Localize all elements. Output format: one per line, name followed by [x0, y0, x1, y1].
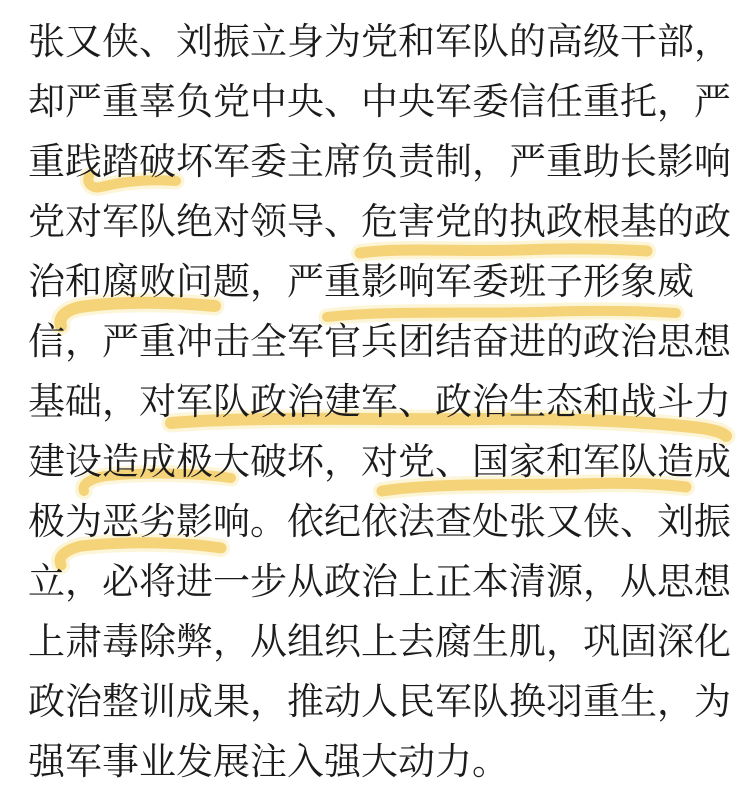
text-line: 却严重辜负党中央、中央军委信任重托，严 — [28, 81, 731, 122]
text-line: 强军事业发展注入强大动力。 — [28, 741, 509, 782]
text-line: 党对军队绝对领导、危害党的执政根基的政 — [28, 201, 731, 242]
text-line: 重践踏破坏军委主席负责制，严重助长影响 — [28, 141, 731, 182]
text-line: 立，必将进一步从政治上正本清源，从思想 — [28, 561, 731, 602]
text-line: 政治整训成果，推动人民军队换羽重生，为 — [28, 681, 731, 722]
text-line: 上肃毒除弊，从组织上去腐生肌，巩固深化 — [28, 621, 731, 662]
text-line: 建设造成极大破坏，对党、国家和军队造成 — [28, 441, 731, 482]
text-line: 治和腐败问题，严重影响军委班子形象威 — [28, 261, 694, 302]
text-line: 极为恶劣影响。依纪依法查处张又侠、刘振 — [28, 501, 731, 542]
text-line: 基础，对军队政治建军、政治生态和战斗力 — [28, 381, 731, 422]
text-line: 张又侠、刘振立身为党和军队的高级干部， — [28, 21, 731, 62]
text-line: 信，严重冲击全军官兵团结奋进的政治思想 — [28, 321, 731, 362]
